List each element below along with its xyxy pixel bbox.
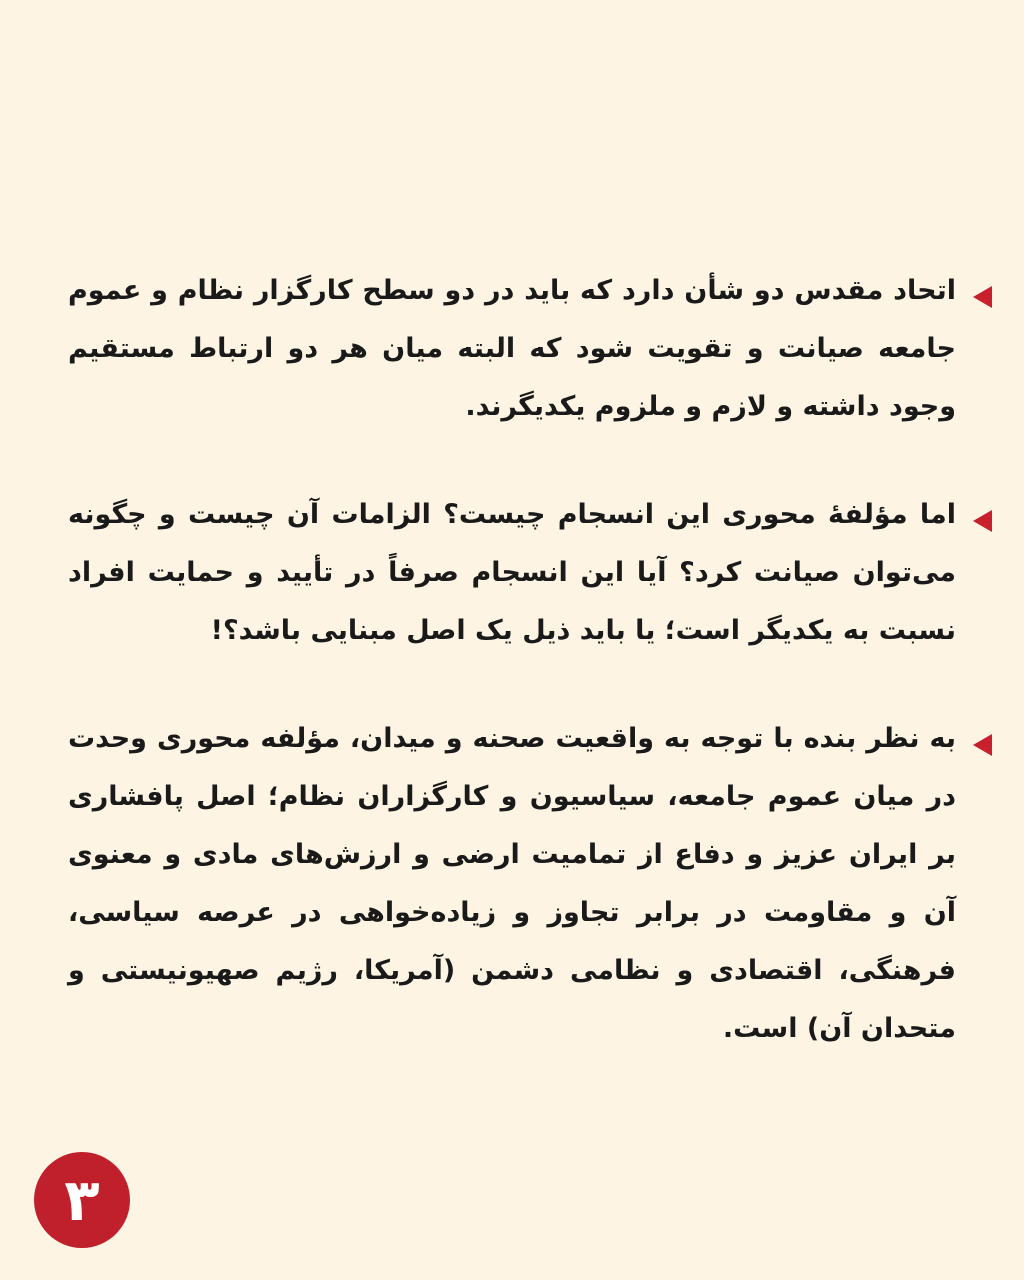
page-number: ۳ (64, 1166, 100, 1234)
paragraph-1 (68, 262, 956, 436)
triangle-bullet-icon (973, 734, 992, 756)
paragraph-3-text: به نظر بنده با توجه به واقعیت صحنه و میدان، مؤلفه محوری وحدت در میان عموم جامعه، سیاسیون و کارگزاران نظام؛ اصل پافشاری بر ایران عزیز و دفاع از تمامیت ارضی و ارزش‌های مادی و معنوی آن و مقاومت در برابر تجاوز و زیاده‌خواهی در عرصه سیاسی، فرهنگی، اقتصادی و نظامی دشمن (آمریکا، رژیم صهیونیستی و متحدان آن) است. (68, 723, 956, 1044)
triangle-bullet-icon (973, 286, 992, 308)
paragraph-2 (68, 486, 956, 660)
paragraph-2-text: اما مؤلفهٔ محوری این انسجام چیست؟ الزامات آن چیست و چگونه می‌توان صیانت کرد؟ آیا این انسجام صرفاً در تأیید و حمایت افراد نسبت به یکدیگر است؛ یا باید ذیل یک اصل مبنایی باشد؟! (68, 499, 956, 646)
triangle-bullet-icon (973, 510, 992, 532)
page-number-badge (34, 1152, 130, 1248)
article-body (68, 262, 956, 1108)
paragraph-3 (68, 710, 956, 1058)
paragraph-1-text: اتحاد مقدس دو شأن دارد که باید در دو سطح کارگزار نظام و عموم جامعه صیانت و تقویت شود که البته میان هر دو ارتباط مستقیم وجود داشته و لازم و ملزوم یکدیگرند. (68, 275, 956, 422)
